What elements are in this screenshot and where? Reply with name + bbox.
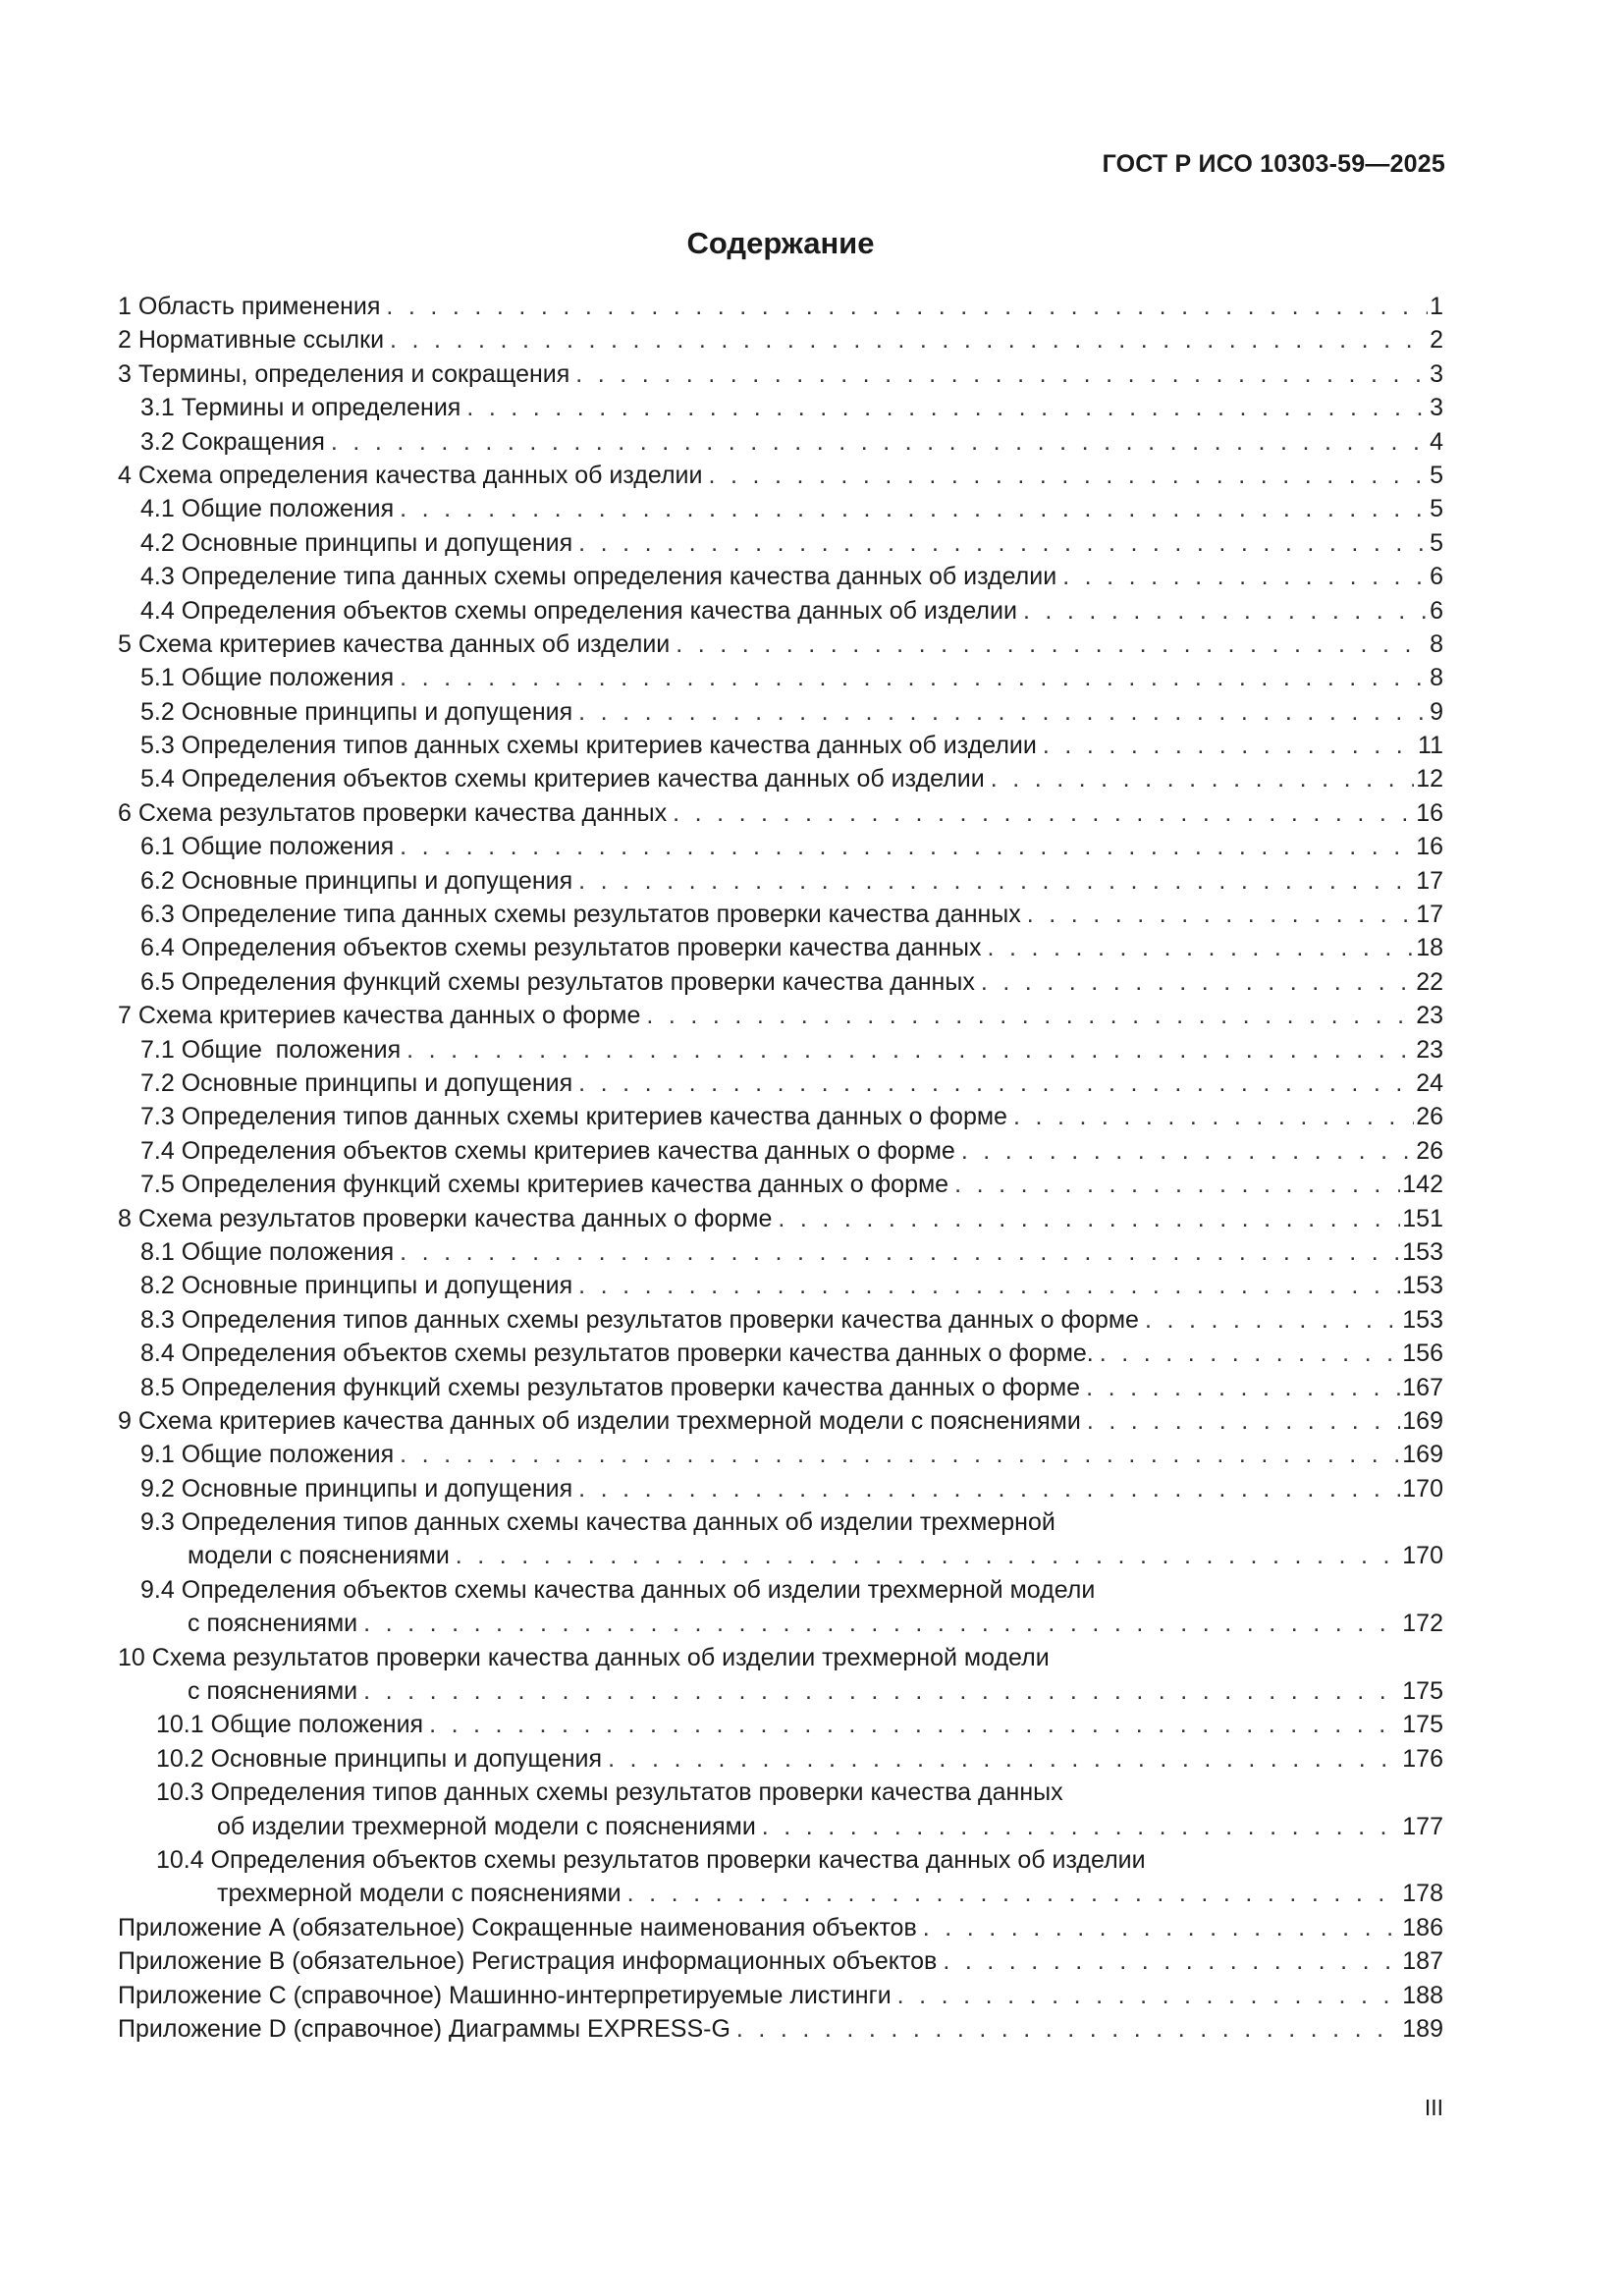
toc-entry[interactable] xyxy=(118,1472,1443,1505)
toc-leader-dots xyxy=(961,1134,1414,1168)
toc-leader-dots xyxy=(1027,898,1414,931)
toc-leader-dots xyxy=(429,1708,1400,1741)
toc-entry-page: 26 xyxy=(1416,1136,1443,1165)
toc-entry[interactable] xyxy=(118,999,1443,1032)
toc-leader-dots xyxy=(736,2012,1400,2046)
toc-entry-page: 23 xyxy=(1416,1002,1443,1030)
toc-entry[interactable] xyxy=(118,1573,1443,1641)
toc-entry[interactable] xyxy=(118,492,1443,525)
toc-entry-page: 2 xyxy=(1430,326,1443,355)
toc-entry-page: 167 xyxy=(1402,1373,1443,1401)
toc-leader-dots xyxy=(331,425,1428,459)
toc-entry-page: 5 xyxy=(1430,495,1443,523)
toc-entry-continuation: с пояснениями xyxy=(188,1610,358,1638)
toc-entry-page: 22 xyxy=(1416,967,1443,996)
toc-entry-text: 9.1 Общие положения xyxy=(140,1441,395,1469)
toc-entry-page: 1 xyxy=(1430,293,1443,320)
toc-entry-text: 5.4 Определения объектов схемы критериев качества данных об изделии xyxy=(140,765,985,793)
toc-entry-page: 186 xyxy=(1402,1913,1443,1941)
toc-leader-dots xyxy=(1013,1100,1414,1133)
toc-entry-annex[interactable] xyxy=(118,1944,1443,1978)
toc-entry-text: 10 Схема результатов проверки качества данных об изделии трехмерной модели xyxy=(118,1643,1050,1671)
toc-entry-text: 5.2 Основные принципы и допущения xyxy=(140,697,573,726)
toc-entry-text: 6.1 Общие положения xyxy=(140,833,395,861)
toc-entry-text: 3.1 Термины и определения xyxy=(140,394,461,422)
toc-entry-page: 151 xyxy=(1402,1204,1443,1232)
toc-entry-page: 12 xyxy=(1416,765,1443,793)
toc-entry-page: 3 xyxy=(1430,359,1443,388)
toc-entry[interactable] xyxy=(118,459,1443,492)
toc-entry-page: 24 xyxy=(1416,1068,1443,1097)
toc-leader-dots xyxy=(400,661,1428,694)
toc-entry[interactable] xyxy=(118,695,1443,729)
toc-entry-text: 9.4 Определения объектов схемы качества данных об изделии трехмерной модели xyxy=(140,1575,1096,1604)
toc-entry[interactable] xyxy=(118,1337,1443,1370)
toc-entry-page: 8 xyxy=(1430,629,1443,658)
toc-leader-dots xyxy=(762,1810,1400,1843)
toc-entry-page: 153 xyxy=(1402,1237,1443,1266)
toc-entry-text: Приложение В (обязательное) Регистрация информационных объектов xyxy=(118,1947,938,1976)
toc-entry-continuation: модели с пояснениями xyxy=(188,1542,450,1570)
toc-entry-page: 4 xyxy=(1430,427,1443,456)
toc-entry-page: 17 xyxy=(1416,866,1443,895)
toc-leader-dots xyxy=(400,830,1414,863)
toc-entry[interactable] xyxy=(118,594,1443,628)
toc-entry-page: 23 xyxy=(1416,1035,1443,1064)
toc-entry-text: 6.5 Определения функций схемы результатов проверки качества данных xyxy=(140,967,975,996)
toc-entry[interactable] xyxy=(118,560,1443,593)
toc-entry-text: 9 Схема критериев качества данных об изделии трехмерной модели с пояснениями xyxy=(118,1406,1081,1435)
toc-entry[interactable] xyxy=(118,1404,1443,1438)
toc-entry[interactable] xyxy=(118,425,1443,459)
toc-entry-text: 7.4 Определения объектов схемы критериев качества данных о форме xyxy=(140,1136,955,1165)
toc-entry-page: 170 xyxy=(1402,1542,1443,1570)
toc-leader-dots xyxy=(456,1539,1400,1572)
toc-leader-dots xyxy=(390,323,1428,356)
toc-leader-dots xyxy=(1062,560,1428,593)
toc-entry-text: Приложение D (справочное) Диаграммы EXPRESS-G xyxy=(118,2014,730,2043)
toc-entry-page: 176 xyxy=(1402,1744,1443,1773)
toc-entry[interactable] xyxy=(118,1066,1443,1100)
toc-entry-text: Приложение С (справочное) Машинно-интерпретируемые листинги xyxy=(118,1981,892,2009)
toc-entry[interactable] xyxy=(118,830,1443,863)
toc-leader-dots xyxy=(578,526,1428,560)
toc-entry[interactable] xyxy=(118,796,1443,830)
toc-entry-text: 4 Схема определения качества данных об изделии xyxy=(118,461,703,489)
toc-entry-text: 10.4 Определения объектов схемы результатов проверки качества данных об изделии xyxy=(156,1845,1146,1874)
toc-leader-dots xyxy=(1086,1371,1400,1404)
table-of-contents xyxy=(118,290,1443,2046)
toc-entry-text: 2 Нормативные ссылки xyxy=(118,326,385,355)
toc-leader-dots xyxy=(1145,1303,1400,1337)
toc-entry-text: 1 Область применения xyxy=(118,293,381,320)
toc-leader-dots xyxy=(991,762,1414,795)
toc-leader-dots xyxy=(406,1033,1414,1066)
toc-entry-text: 5.3 Определения типов данных схемы критериев качества данных об изделии xyxy=(140,732,1037,760)
toc-entry-text: 8.5 Определения функций схемы результатов проверки качества данных о форме xyxy=(140,1373,1081,1401)
toc-entry-continuation: об изделии трехмерной модели с пояснениями xyxy=(217,1812,756,1840)
toc-entry-page: 3 xyxy=(1430,394,1443,422)
toc-entry-text: 9.2 Основные принципы и допущения xyxy=(140,1474,573,1503)
toc-entry[interactable] xyxy=(118,391,1443,424)
toc-entry-text: 7 Схема критериев качества данных о форме xyxy=(118,1002,641,1030)
toc-entry-text: 6.2 Основные принципы и допущения xyxy=(140,866,573,895)
toc-entry[interactable] xyxy=(118,965,1443,999)
toc-entry-page: 169 xyxy=(1402,1441,1443,1469)
toc-leader-dots xyxy=(988,931,1415,964)
toc-entry[interactable] xyxy=(118,1438,1443,1471)
toc-entry-page: 11 xyxy=(1418,732,1443,760)
toc-leader-dots xyxy=(1043,729,1416,762)
toc-entry[interactable] xyxy=(118,323,1443,356)
toc-entry[interactable] xyxy=(118,1202,1443,1235)
toc-entry-page: 6 xyxy=(1430,596,1443,625)
toc-entry-text: 5 Схема критериев качества данных об изделии xyxy=(118,629,671,658)
toc-entry-page: 153 xyxy=(1402,1272,1443,1300)
toc-entry-page: 17 xyxy=(1416,901,1443,929)
toc-entry-page: 26 xyxy=(1416,1103,1443,1131)
toc-leader-dots xyxy=(400,492,1428,525)
toc-leader-dots xyxy=(923,1911,1401,1944)
toc-leader-dots xyxy=(1023,594,1428,628)
toc-entry[interactable] xyxy=(118,762,1443,795)
toc-leader-dots xyxy=(778,1202,1400,1235)
toc-entry-page: 142 xyxy=(1402,1171,1443,1199)
toc-entry[interactable] xyxy=(118,1371,1443,1404)
toc-entry-text: 4.1 Общие положения xyxy=(140,495,395,523)
toc-entry-page: 189 xyxy=(1402,2014,1443,2043)
toc-entry-text: 7.3 Определения типов данных схемы критериев качества данных о форме xyxy=(140,1103,1007,1131)
toc-leader-dots xyxy=(575,357,1428,391)
toc-entry-text: 4.4 Определения объектов схемы определения качества данных об изделии xyxy=(140,596,1017,625)
toc-leader-dots xyxy=(627,1877,1401,1910)
toc-entry-text: 8 Схема результатов проверки качества данных о форме xyxy=(118,1204,773,1232)
toc-entry-text: 10.1 Общие положения xyxy=(156,1711,424,1739)
toc-entry[interactable] xyxy=(118,1843,1443,1911)
page-number: III xyxy=(1424,2095,1443,2120)
toc-entry[interactable] xyxy=(118,357,1443,391)
toc-entry-text: 4.2 Основные принципы и допущения xyxy=(140,528,573,557)
toc-entry-page: 16 xyxy=(1416,798,1443,827)
toc-leader-dots xyxy=(897,1979,1401,2012)
toc-entry-annex[interactable] xyxy=(118,1979,1443,2012)
toc-entry-page: 156 xyxy=(1402,1339,1443,1368)
toc-leader-dots xyxy=(608,1742,1400,1776)
toc-entry[interactable] xyxy=(118,1708,1443,1741)
toc-entry[interactable] xyxy=(118,526,1443,560)
toc-entry[interactable] xyxy=(118,1134,1443,1168)
toc-leader-dots xyxy=(578,1269,1400,1302)
toc-entry[interactable] xyxy=(118,1776,1443,1843)
toc-leader-dots xyxy=(578,1472,1400,1505)
toc-entry-page: 177 xyxy=(1402,1812,1443,1840)
toc-entry-continuation: трехмерной модели с пояснениями xyxy=(217,1880,622,1908)
toc-entry[interactable] xyxy=(118,290,1443,323)
toc-entry-continuation: с пояснениями xyxy=(188,1677,358,1706)
toc-leader-dots xyxy=(363,1607,1400,1640)
toc-entry[interactable] xyxy=(118,1100,1443,1133)
toc-entry[interactable] xyxy=(118,864,1443,898)
toc-entry-page: 18 xyxy=(1416,934,1443,962)
toc-title: Содержание xyxy=(686,226,875,260)
toc-leader-dots xyxy=(676,628,1428,661)
toc-entry-page: 16 xyxy=(1416,833,1443,861)
toc-entry[interactable] xyxy=(118,1303,1443,1337)
toc-entry-text: 6 Схема результатов проверки качества данных xyxy=(118,798,668,827)
toc-entry-text: 3 Термины, определения и сокращения xyxy=(118,359,570,388)
toc-entry-page: 172 xyxy=(1402,1610,1443,1638)
toc-entry-page: 8 xyxy=(1430,664,1443,692)
toc-entry-text: 8.1 Общие положения xyxy=(140,1237,395,1266)
toc-leader-dots xyxy=(578,695,1428,729)
toc-entry-page: 175 xyxy=(1402,1677,1443,1706)
toc-entry-page: 5 xyxy=(1430,528,1443,557)
toc-entry-annex[interactable] xyxy=(118,2012,1443,2046)
toc-leader-dots xyxy=(386,290,1428,323)
toc-entry[interactable] xyxy=(118,931,1443,964)
toc-entry-text: 3.2 Сокращения xyxy=(140,427,325,456)
toc-leader-dots xyxy=(1100,1337,1401,1370)
toc-entry-text: 7.5 Определения функций схемы критериев качества данных о форме xyxy=(140,1171,949,1199)
toc-entry-page: 5 xyxy=(1430,461,1443,489)
toc-entry-text: 7.2 Основные принципы и допущения xyxy=(140,1068,573,1097)
toc-entry-page: 175 xyxy=(1402,1711,1443,1739)
toc-entry-text: 7.1 Общие положения xyxy=(140,1035,402,1064)
toc-entry[interactable] xyxy=(118,1269,1443,1302)
toc-entry-text: Приложение А (обязательное) Сокращенные наименования объектов xyxy=(118,1913,917,1941)
toc-entry-text: 10.3 Определения типов данных схемы результатов проверки качества данных xyxy=(156,1778,1063,1807)
toc-entry-text: 9.3 Определения типов данных схемы качества данных об изделии трехмерной xyxy=(140,1508,1055,1537)
toc-leader-dots xyxy=(400,1235,1400,1269)
toc-entry-text: 4.3 Определение типа данных схемы определения качества данных об изделии xyxy=(140,563,1057,591)
document-standard-id: ГОСТ Р ИСО 10303-59—2025 xyxy=(1102,150,1445,178)
toc-leader-dots xyxy=(400,1438,1400,1471)
toc-entry[interactable] xyxy=(118,1742,1443,1776)
toc-entry-page: 178 xyxy=(1402,1880,1443,1908)
toc-entry[interactable] xyxy=(118,1505,1443,1573)
toc-entry[interactable] xyxy=(118,898,1443,931)
toc-entry-text: 8.2 Основные принципы и допущения xyxy=(140,1272,573,1300)
toc-entry-text: 6.3 Определение типа данных схемы результатов проверки качества данных xyxy=(140,901,1021,929)
toc-entry-annex[interactable] xyxy=(118,1911,1443,1944)
toc-entry-text: 8.4 Определения объектов схемы результатов проверки качества данных о форме. xyxy=(140,1339,1094,1368)
toc-entry[interactable] xyxy=(118,1641,1443,1709)
toc-entry[interactable] xyxy=(118,628,1443,661)
toc-entry-page: 170 xyxy=(1402,1474,1443,1503)
toc-entry-text: 5.1 Общие положения xyxy=(140,664,395,692)
toc-entry-page: 6 xyxy=(1430,563,1443,591)
toc-leader-dots xyxy=(646,999,1414,1032)
toc-leader-dots xyxy=(954,1168,1400,1201)
toc-leader-dots xyxy=(673,796,1414,830)
toc-entry[interactable] xyxy=(118,1033,1443,1066)
toc-entry-page: 169 xyxy=(1402,1406,1443,1435)
toc-entry-page: 187 xyxy=(1402,1947,1443,1976)
toc-entry-page: 188 xyxy=(1402,1981,1443,2009)
toc-leader-dots xyxy=(578,1066,1414,1100)
toc-entry[interactable] xyxy=(118,661,1443,694)
toc-entry-text: 8.3 Определения типов данных схемы результатов проверки качества данных о форме xyxy=(140,1305,1139,1334)
toc-entry-text: 10.2 Основные принципы и допущения xyxy=(156,1744,603,1773)
toc-leader-dots xyxy=(578,864,1414,898)
toc-entry-text: 6.4 Определения объектов схемы результатов проверки качества данных xyxy=(140,934,982,962)
toc-leader-dots xyxy=(708,459,1428,492)
toc-leader-dots xyxy=(943,1944,1400,1978)
toc-leader-dots xyxy=(466,391,1428,424)
toc-entry[interactable] xyxy=(118,729,1443,762)
toc-entry-page: 153 xyxy=(1402,1305,1443,1334)
toc-leader-dots xyxy=(1087,1404,1400,1438)
toc-leader-dots xyxy=(363,1674,1400,1708)
toc-entry[interactable] xyxy=(118,1168,1443,1201)
toc-entry[interactable] xyxy=(118,1235,1443,1269)
toc-leader-dots xyxy=(981,965,1414,999)
toc-entry-page: 9 xyxy=(1430,697,1443,726)
